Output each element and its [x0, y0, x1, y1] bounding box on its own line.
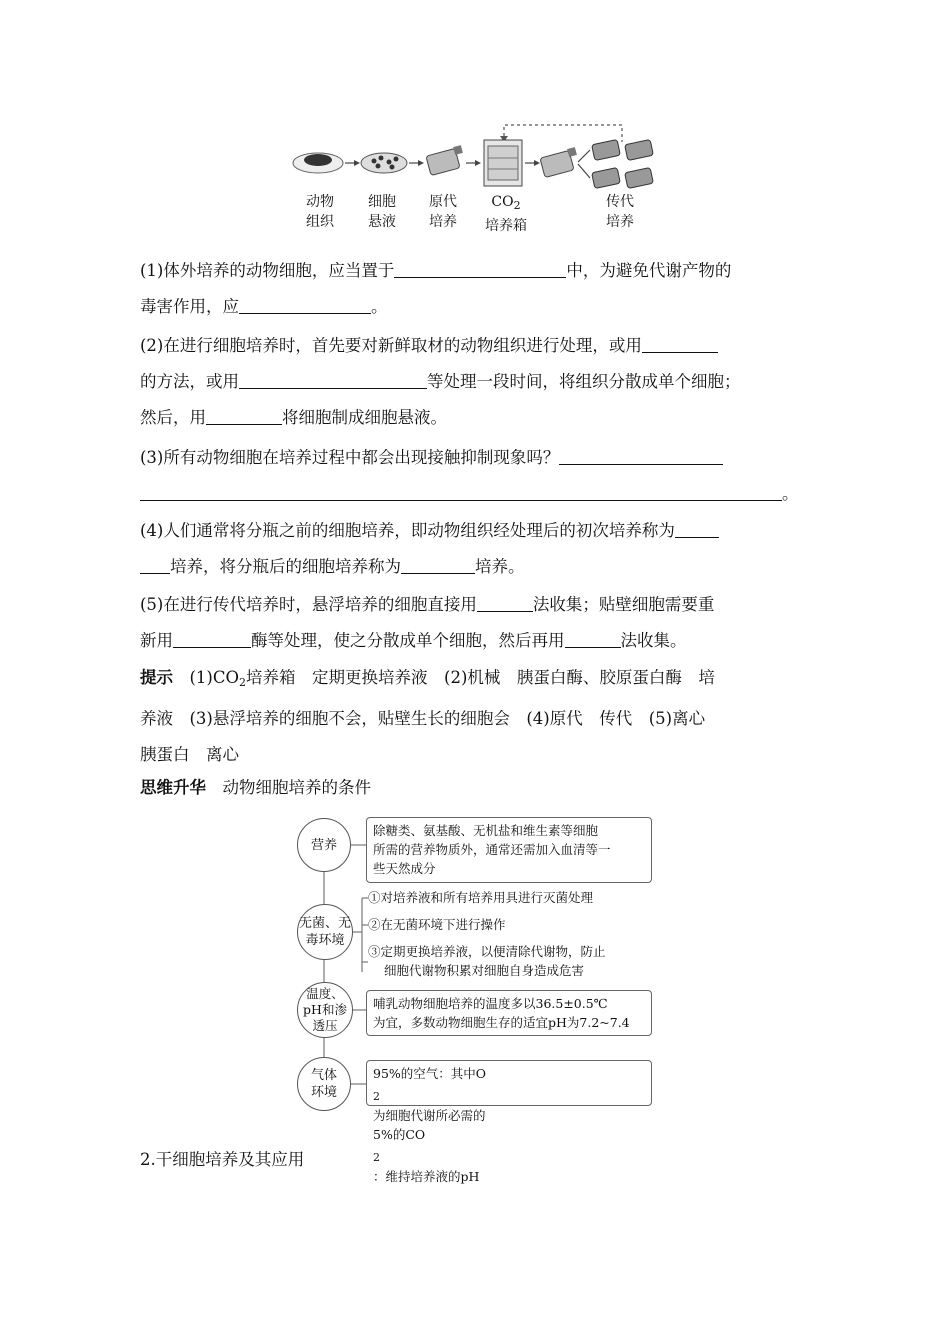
blank-q4-1a[interactable]	[675, 519, 719, 538]
feedback-dashed-arrow	[504, 125, 622, 142]
tissue-dish-icon	[293, 153, 343, 173]
blank-q2-2[interactable]	[239, 370, 427, 389]
hint-answer: 提示 $(1)CO_2$培养箱 定期更换培养液 (2)机械 胰蛋白酶、胶原蛋白酶 培 养液 (3)悬浮培养的细胞不会，贴壁生长的细胞会 (4)原代 传代 (5)离心 胰蛋白 离心	[140, 668, 715, 764]
box-nutrition: 除糖类、氨基酸、无机盐和维生素等细胞 所需的营养物质外，通常还需加入血清等一 些天然成分	[366, 817, 652, 883]
hint-label: 提示	[140, 668, 173, 687]
thinking-label: 思维升华	[140, 778, 206, 797]
question-2: (2)在进行细胞培养时，首先要对新鲜取材的动物组织进行处理，或用 的方法，或用 等处理一段时间，将组织分散成单个细胞； 然后，用 将细胞制成细胞悬液。	[140, 336, 741, 427]
blank-q1-2[interactable]	[239, 295, 371, 314]
node-gas: 气体 环境	[297, 1057, 351, 1111]
blank-q4-2[interactable]	[401, 555, 475, 574]
flow-label-tissue: 动物 组织	[306, 194, 334, 230]
culture-flask-icon	[540, 147, 577, 177]
primary-culture-flask-icon	[426, 145, 463, 175]
blank-q3-1[interactable]	[559, 446, 723, 465]
question-5: (5)在进行传代培养时，悬浮培养的细胞直接用 法收集；贴壁细胞需要重 新用 酶等处理，使之分散成单个细胞，然后再用 法收集。	[140, 595, 715, 650]
flow-label-incubator: $CO_2$ 培养箱	[485, 194, 527, 234]
blank-q1-1[interactable]	[394, 259, 566, 278]
blank-q5-3[interactable]	[565, 629, 621, 648]
thinking-heading	[140, 770, 812, 806]
cell-suspension-dish-icon	[361, 153, 407, 173]
node-nutrition: 营养	[297, 818, 351, 872]
blank-q4-1b[interactable]	[140, 555, 170, 574]
co2-incubator-icon	[484, 140, 522, 186]
flow-label-primary: 原代 培养	[429, 194, 457, 230]
section-heading: 2.干细胞培养及其应用	[140, 1150, 305, 1169]
blank-q2-1[interactable]	[642, 334, 718, 353]
question-3: (3)所有动物细胞在培养过程中都会出现接触抑制现象吗？ 。	[140, 448, 799, 503]
box-temperature: 哺乳动物细胞培养的温度多以36.5±0.5℃ 为宜，多数动物细胞生存的适宜pH为7.2~7.4	[366, 990, 652, 1036]
box-sterile: ①对培养液和所有培养用具进行灭菌处理 ②在无菌环境下进行操作 ③定期更换培养液，以便清除代谢物，防止 细胞代谢物积累对细胞自身造成危害	[368, 890, 606, 978]
box-gas: 95%的空气：其中O $_2$ 为细胞代谢所必需的 5%的CO $_2$ ：维持培养液的pH	[366, 1060, 652, 1106]
thinking-title: 动物细胞培养的条件	[222, 778, 371, 797]
flow-label-passage: 传代 培养	[606, 194, 634, 230]
blank-q5-1[interactable]	[477, 593, 533, 612]
question-1: (1)体外培养的动物细胞，应当置于 中，为避免代谢产物的 毒害作用，应 。	[140, 261, 732, 316]
flow-label-suspension: 细胞 悬液	[368, 194, 396, 230]
blank-q2-3[interactable]	[206, 406, 282, 425]
node-temperature: 温度、 pH和渗 透压	[297, 982, 353, 1038]
blank-q5-2[interactable]	[173, 629, 251, 648]
question-4: (4)人们通常将分瓶之前的细胞培养，即动物组织经处理后的初次培养称为 培养，将分瓶后的细胞培养称为 培养。	[140, 513, 812, 585]
node-sterile: 无菌、无 毒环境	[297, 904, 353, 960]
passage-culture-flasks-icon	[592, 139, 654, 188]
flow-illustration	[288, 118, 668, 198]
blank-q3-2[interactable]	[140, 482, 782, 501]
